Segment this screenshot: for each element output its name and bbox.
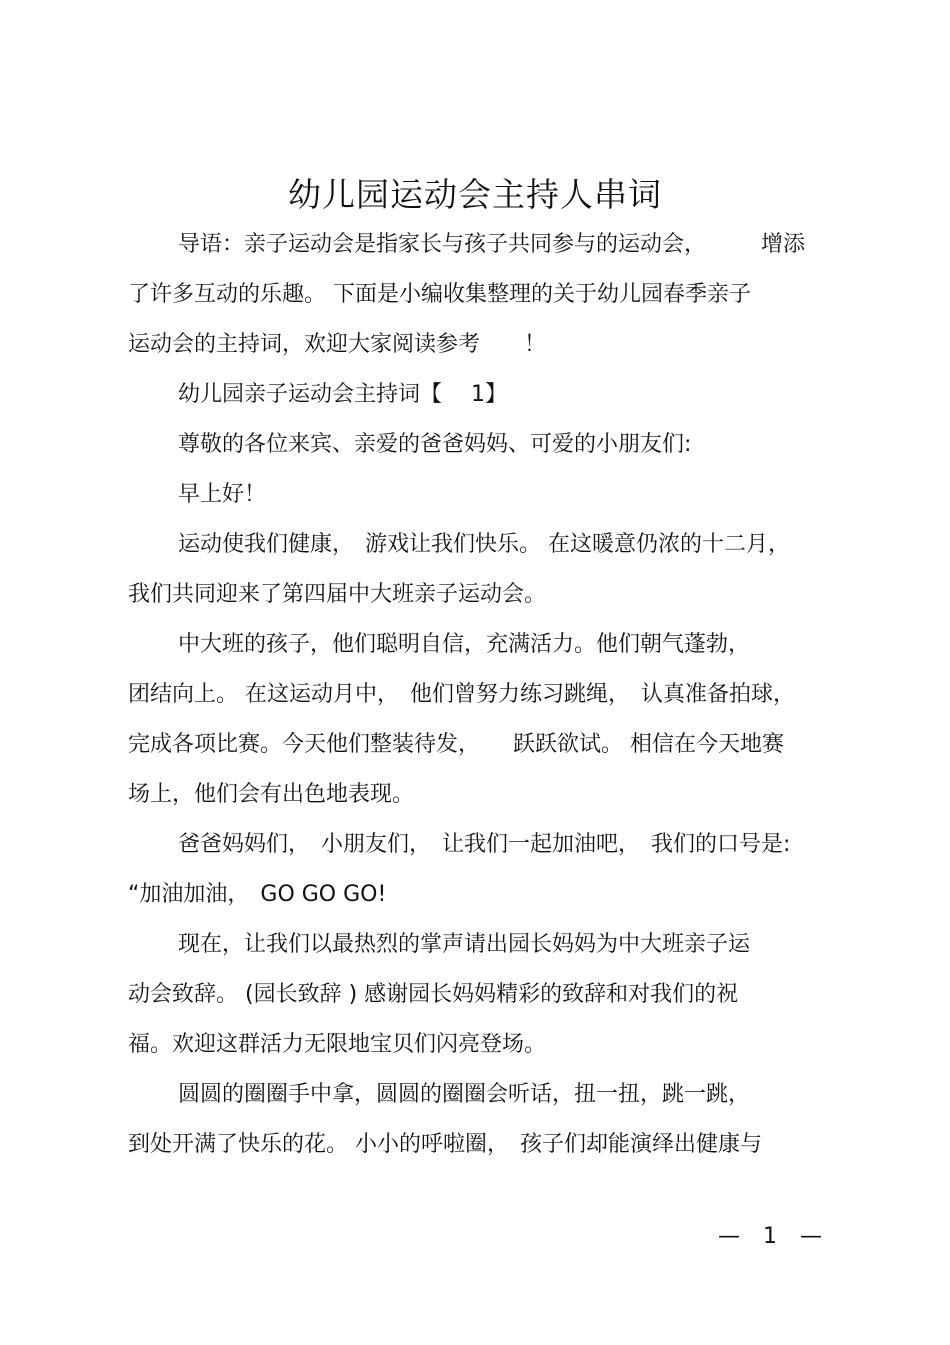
text-line: 尊敬的各位来宾、亲爱的爸爸妈妈、可爱的小朋友们: bbox=[178, 432, 692, 457]
text-line: 运动使我们健康， 游戏让我们快乐。 在这暖意仍浓的十二月， bbox=[178, 532, 790, 557]
text-line: “加油加油， GO GO GO! bbox=[128, 882, 387, 907]
text-line: 了许多互动的乐趣。 下面是小编收集整理的关于幼儿园春季亲子 bbox=[128, 282, 751, 307]
text-line: 早上好！ bbox=[178, 482, 267, 507]
section-heading: 幼儿园亲子运动会主持词【 1】 bbox=[178, 382, 507, 407]
text-line: 完成各项比赛。今天他们整装待发， 跃跃欲试。 相信在今天地赛 bbox=[128, 732, 784, 757]
text-line: 爸爸妈妈们， 小朋友们， 让我们一起加油吧， 我们的口号是: bbox=[178, 832, 791, 857]
text-line: 到处开满了快乐的花。 小小的呼啦圈， 孩子们却能演绎出健康与 bbox=[128, 1132, 762, 1157]
text-line: 我们共同迎来了第四届中大班亲子运动会。 bbox=[128, 582, 547, 607]
text-line: 导语：亲子运动会是指家长与孩子共同参与的运动会， 增添 bbox=[178, 232, 806, 257]
text-line: 团结向上。 在这运动月中， 他们曾努力练习跳绳， 认真准备拍球， bbox=[128, 682, 795, 707]
text-line: 福。欢迎这群活力无限地宝贝们闪亮登场。 bbox=[128, 1032, 547, 1057]
text-line: 场上，他们会有出色地表现。 bbox=[128, 782, 415, 807]
text-line: 现在，让我们以最热烈的掌声请出园长妈妈为中大班亲子运 bbox=[178, 932, 751, 957]
document-title: 幼儿园运动会主持人串词 bbox=[288, 175, 662, 214]
text-line: 中大班的孩子，他们聪明自信，充满活力。他们朝气蓬勃， bbox=[178, 632, 751, 657]
text-line: 动会致辞。 (园长致辞 ) 感谢园长妈妈精彩的致辞和对我们的祝 bbox=[128, 982, 739, 1007]
text-line: 圆圆的圈圈手中拿，圆圆的圈圈会听话，扭一扭，跳一跳， bbox=[178, 1082, 751, 1107]
text-line: 运动会的主持词，欢迎大家阅读参考 ！ bbox=[128, 332, 547, 357]
page-number: — 1 — bbox=[718, 1224, 830, 1249]
